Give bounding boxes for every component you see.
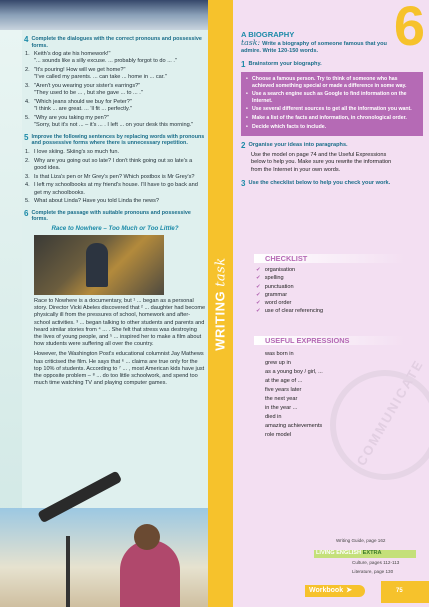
page-number-box: [381, 581, 429, 603]
checklist-title: CHECKLIST: [265, 254, 308, 263]
writing-guide-ref: Writing Guide, page 162: [336, 538, 386, 543]
list-item: 3. "Aren't you wearing your sister's earrings?" "They used to be ... , but she gave ... to ... .": [25, 83, 143, 97]
check-icon: ✔: [256, 275, 261, 282]
list-item: • Use a search engine such as Google to find information on the Internet.: [246, 91, 418, 104]
expression-item: the next year: [265, 396, 298, 402]
list-item: 4. I left my schoolbooks at my friend's house. I'll have to go back and get my schoolbooks.: [25, 182, 198, 196]
useful-expressions: [265, 350, 323, 440]
expression-item: at the age of ...: [265, 378, 303, 384]
check-icon: ✔: [256, 300, 261, 307]
expression-item: role model: [265, 432, 292, 438]
expression-item: died in: [265, 414, 282, 420]
list-item: • Choose a famous person. Try to think of someone who has achieved something special or made a difference in some way.: [246, 76, 418, 89]
arrow-right-icon: ➤: [346, 587, 352, 594]
article-photo: [34, 235, 164, 295]
checklist-item: ✔ organisation: [256, 267, 296, 273]
section-band-label: WRITING task: [212, 256, 229, 351]
exercise-4: [24, 36, 206, 130]
living-english-title: LIVING ENGLISH EXTRA: [316, 550, 382, 556]
workbook-tab: Workbook ➤: [305, 585, 365, 597]
writing-task: [241, 30, 412, 188]
checklist-item: ✔ grammar: [256, 291, 288, 298]
page-number: 75: [396, 588, 403, 594]
list-item: 4. "Which jeans should we buy for Peter?" "I think ... are great. ... 'll fit ... perfectly.": [25, 99, 132, 113]
list-item: • Make a list of the facts and information, in chronological order.: [246, 115, 418, 122]
culture-ref: Culture, pages 112-113: [352, 560, 400, 565]
exercise-number: 4: [24, 35, 29, 44]
expression-item: was born in: [265, 351, 294, 357]
exercise-number: 5: [24, 132, 29, 142]
exercise-instruction: Complete the dialogues with the correct pronouns and possessive forms.: [31, 36, 202, 49]
top-photo: [0, 0, 208, 30]
stamp-text: COMMUNICATE: [353, 356, 427, 469]
expression-item: grew up in: [265, 360, 291, 366]
step-2-body: Use the model on page 74 and the Useful Expressions below to help you. Make sure you rewrite the information from the Internet in your own words.: [251, 152, 392, 173]
list-item: 1. I love skiing. Skiing's so much fun.: [25, 148, 120, 155]
list-item: 2. "It's pouring! How will we get home?" "I've called my parents. ... can take ... home in ... car.": [25, 67, 167, 81]
list-item: 1. Keith's dog ate his homework!" "... sounds like a silly excuse. ... probably forgot to do ... .": [25, 51, 177, 65]
girl-image: [120, 540, 180, 607]
check-icon: ✔: [256, 267, 261, 273]
exercise-5: [24, 134, 206, 206]
checklist-item: ✔ word order: [256, 300, 292, 307]
list-item: • Decide which facts to include.: [246, 124, 418, 131]
exercises: [24, 36, 206, 391]
expression-item: in the year ...: [265, 405, 298, 411]
expression-item: amazing achievements: [265, 423, 323, 429]
checklist-item: ✔ punctuation: [256, 283, 294, 290]
check-icon: ✔: [256, 291, 261, 298]
tripod-image: [66, 536, 70, 607]
check-icon: ✔: [256, 283, 261, 290]
check-icon: ✔: [256, 308, 261, 315]
girl-head-image: [134, 524, 160, 550]
article-paragraph: Race to Nowhere is a documentary, but ¹ ... began as a personal story. Director Vicki Abeles discovered that ² ... daughter had become physically ill from the pressures of school, homework and after-school activities. ³ ... began talking to other students and parents and heard similar stories from ⁴ ... . She felt that stress was destroying the lives of young people, and ⁵ ... inspired her to make a film about how students were suffering all over the country.: [34, 297, 206, 348]
exercise-instruction: Improve the following sentences by replacing words with pronouns and possessive forms where there is unnecessary repetition.: [31, 133, 205, 147]
exercise-6: [24, 210, 206, 388]
expression-item: as a young boy / girl, ...: [265, 369, 323, 375]
useful-expressions-title: USEFUL EXPRESSIONS: [265, 336, 350, 345]
task-instruction: task: Write a biography of someone famous that you admire. Write 120-150 words.: [241, 38, 387, 54]
list-item: • Use several different sources to get all the information you want.: [246, 106, 418, 113]
article-title: Race to Nowhere – Too Much or Too Little?: [51, 224, 179, 232]
list-item: 3. Is that Liza's pen or Mr Grey's pen? Which postbox is Mr Grey's?: [25, 173, 195, 180]
literature-ref: Literature, page 130: [352, 569, 394, 574]
article-paragraph: However, the Washington Post's educational columnist Jay Mathews has criticised the film. He says that ⁶ ... claims are true only for the top 10% of students. According to ⁷ ... , most American kids have just the opposite problem – ⁸ ... do too little schoolwork, and spend too much time watching TV and playing computer games.: [34, 351, 205, 387]
list-item: 5. What about Linda? Have you told Linda the news?: [25, 198, 160, 205]
brainstorm-box: [241, 72, 423, 136]
step-2: 2 Organise your ideas into paragraphs.: [241, 141, 348, 151]
expression-item: five years later: [265, 387, 302, 393]
task-title: A BIOGRAPHY: [241, 30, 295, 39]
step-3: 3 Use the checklist below to help you check your work.: [241, 178, 391, 188]
checklist-item: ✔ spelling: [256, 275, 284, 282]
list-item: 2. Why are you going out so late? I don't think going out so late's a good idea.: [25, 157, 193, 171]
unit-number: 6: [393, 0, 425, 57]
step-1: 1 Brainstorm your biography.: [241, 60, 322, 69]
exercise-instruction: Complete the passage with suitable pronouns and possessive forms.: [31, 209, 191, 223]
exercise-number: 6: [24, 208, 29, 218]
list-item: 5. "Why are you taking my pen?" "Sorry, but it's not ... – it's ... . I left ... on your desk this morning.": [25, 115, 194, 129]
checklist: [256, 266, 323, 316]
article-text: [24, 298, 206, 387]
checklist-item: ✔ use of clear referencing: [256, 308, 324, 315]
